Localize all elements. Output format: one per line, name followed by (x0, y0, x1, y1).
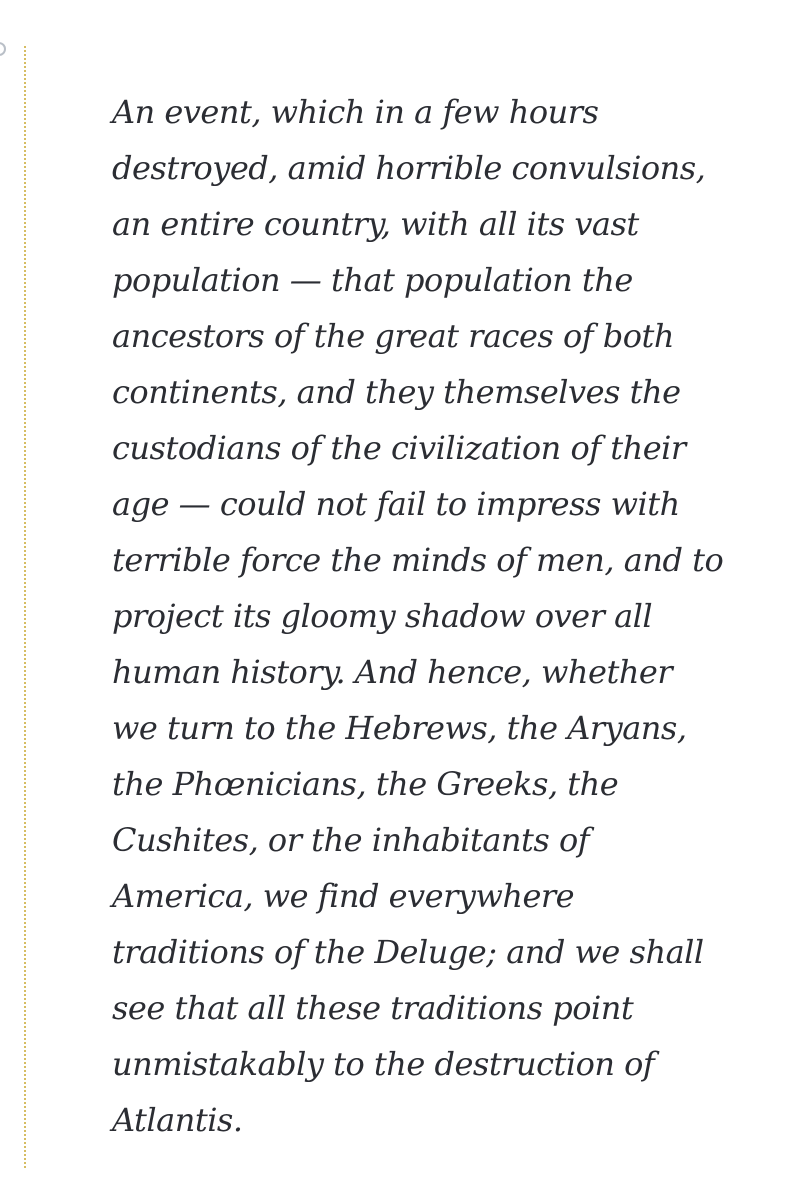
quote-line: see that all these traditions point (112, 989, 634, 1027)
quote-line: unmistakably to the destruction of (112, 1045, 655, 1083)
quote-line: America, we find everywhere (112, 877, 575, 915)
quote-line: population — that population the (112, 261, 633, 299)
quote-line: custodians of the civilization of their (112, 429, 686, 467)
quote-line: an entire country, with all its vast (112, 205, 639, 243)
dotted-margin-rule (24, 46, 26, 1168)
quote-line: Atlantis. (112, 1101, 243, 1139)
quote-line: project its gloomy shadow over all (112, 597, 653, 635)
quote-line: we turn to the Hebrews, the Aryans, (112, 709, 687, 747)
quote-line: human history. And hence, whether (112, 653, 673, 691)
corner-circle-icon (0, 42, 6, 56)
quote-line: destroyed, amid horrible convulsions, (112, 149, 706, 187)
quote-block (112, 84, 742, 1148)
quote-line: continents, and they themselves the (112, 373, 681, 411)
quote-line: terrible force the minds of men, and to (112, 541, 724, 579)
quote-line: age — could not fail to impress with (112, 485, 680, 523)
quote-line: An event, which in a few hours (112, 93, 599, 131)
quote-line: the Phœnicians, the Greeks, the (112, 765, 619, 803)
quote-line: traditions of the Deluge; and we shall (112, 933, 704, 971)
quote-line: ancestors of the great races of both (112, 317, 674, 355)
quote-line: Cushites, or the inhabitants of (112, 821, 590, 859)
